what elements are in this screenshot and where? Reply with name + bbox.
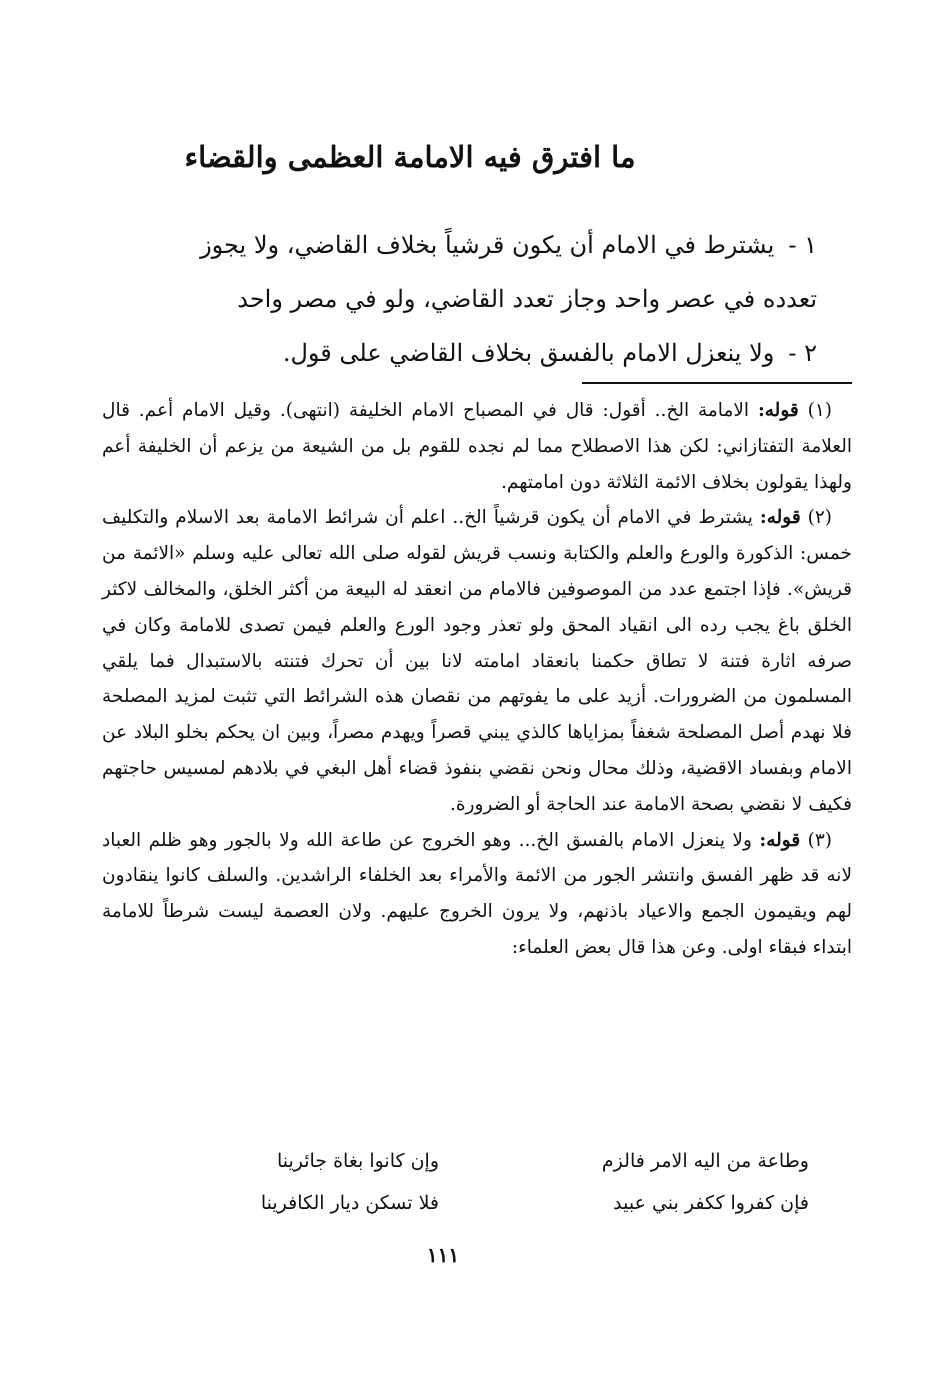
poem-verse-1-second-hemistich: وإن كانوا بغاة جائرينا bbox=[276, 1150, 439, 1172]
footnote-3-label: قوله: bbox=[759, 829, 801, 851]
poem-verse-2-first-hemistich: فإن كفروا ككفر بني عبيد bbox=[613, 1192, 809, 1214]
footnote-separator bbox=[582, 382, 852, 384]
main-item-1 bbox=[117, 218, 817, 272]
footnotes bbox=[102, 393, 852, 966]
poem-verse-2 bbox=[109, 1192, 809, 1214]
main-item-2-number: ٢ - bbox=[788, 339, 817, 367]
footnote-1-text: الامامة الخ.. أقول: قال في المصباح الامام الخليفة (انتهى). وقيل الامام أعم. قال العلامة التفتازاني: لكن هذا الاصطلاح مما لم نجده للقوم بل من الشيعة من يزعم أن الخليفة أعم ولهذا يقولون بخلاف الائمة الثلاثة دون امامتهم. bbox=[102, 400, 852, 493]
main-item-1-line-1: يشترط في الامام أن يكون قرشياً بخلاف القاضي، ولا يجوز bbox=[200, 231, 775, 259]
main-item-1-continuation: تعدده في عصر واحد وجاز تعدد القاضي، ولو في مصر واحد bbox=[237, 285, 817, 313]
poem-verse-2-second-hemistich: فلا تسكن ديار الكافرينا bbox=[260, 1192, 439, 1214]
footnote-2-number: (٢) bbox=[807, 507, 832, 529]
footnote-1-label: قوله: bbox=[757, 400, 799, 421]
page-number: ١١١ bbox=[426, 1243, 460, 1267]
footnote-1-number: (١) bbox=[807, 400, 832, 421]
main-text bbox=[117, 218, 817, 380]
footnote-2-text: يشترط في الامام أن يكون قرشياً الخ.. اعلم أن شرائط الامامة بعد الاسلام والتكليف خمس: الذكورة والورع والعلم والكتابة ونسب قريش لقوله صلى الله تعالى عليه وسلم «الائمة من قريش». فإذا اجتمع عدد من الموصوفين فالامام من انعقد له البيعة من أكثر الخلق، والمخالف لاكثر الخلق باغ يجب رده الى انقياد المحق ولو تعذر وجود الورع والعلم فيمن تصدى للامامة وكان في صرفه اثارة فتنة لا تطاق حكمنا بانعقاد امامته لانا بين أن تحرك فتنته بالاستبدال فما يلقي المسلمون من الضرورات. أزيد على ما يفوتهم من نقصان هذه الشرائط التي تثبت لمزيد المصلحة فلا نهدم أصل المصلحة شغفاً بمزاياها كالذي يبني قصراً ويهدم مصراً، وبين ان يحكم بخلو البلاد عن الامام وبفساد الاقضية، وذلك محال ونحن نقضي بنفوذ قضاء أهل البغي في بلادهم لمسيس حاجتهم فكيف لا نقضي بصحة الامامة عند الحاجة أو الضرورة. bbox=[102, 507, 852, 815]
main-item-2-text: ولا ينعزل الامام بالفسق بخلاف القاضي على قول. bbox=[282, 339, 775, 367]
main-item-2 bbox=[117, 326, 817, 380]
footnote-3 bbox=[102, 823, 852, 966]
footnote-1 bbox=[102, 393, 852, 500]
poem-verse-1-first-hemistich: وطاعة من اليه الامر فالزم bbox=[601, 1150, 809, 1172]
main-item-1-number: ١ - bbox=[788, 231, 817, 259]
footnote-2-label: قوله: bbox=[759, 507, 801, 529]
footnote-2 bbox=[102, 500, 852, 822]
poem-verse-1 bbox=[109, 1150, 809, 1172]
footnote-3-number: (٣) bbox=[807, 829, 832, 851]
footnote-3-text: ولا ينعزل الامام بالفسق الخ... وهو الخروج عن طاعة الله ولا بالجور وهو ظلم العباد لانه قد ظهر الفسق وانتشر الجور من الائمة والأمراء بعد الخلفاء الراشدين. والسلف كانوا ينقادون لهم ويقيمون الجمع والاعياد باذنهم، ولا يرون الخروج عليهم. ولان العصمة ليست شرطاً للامامة ابتداء فبقاء اولى. وعن هذا قال بعض العلماء: bbox=[102, 829, 852, 958]
page-title: ما افترق فيه الامامة العظمى والقضاء bbox=[184, 140, 636, 174]
